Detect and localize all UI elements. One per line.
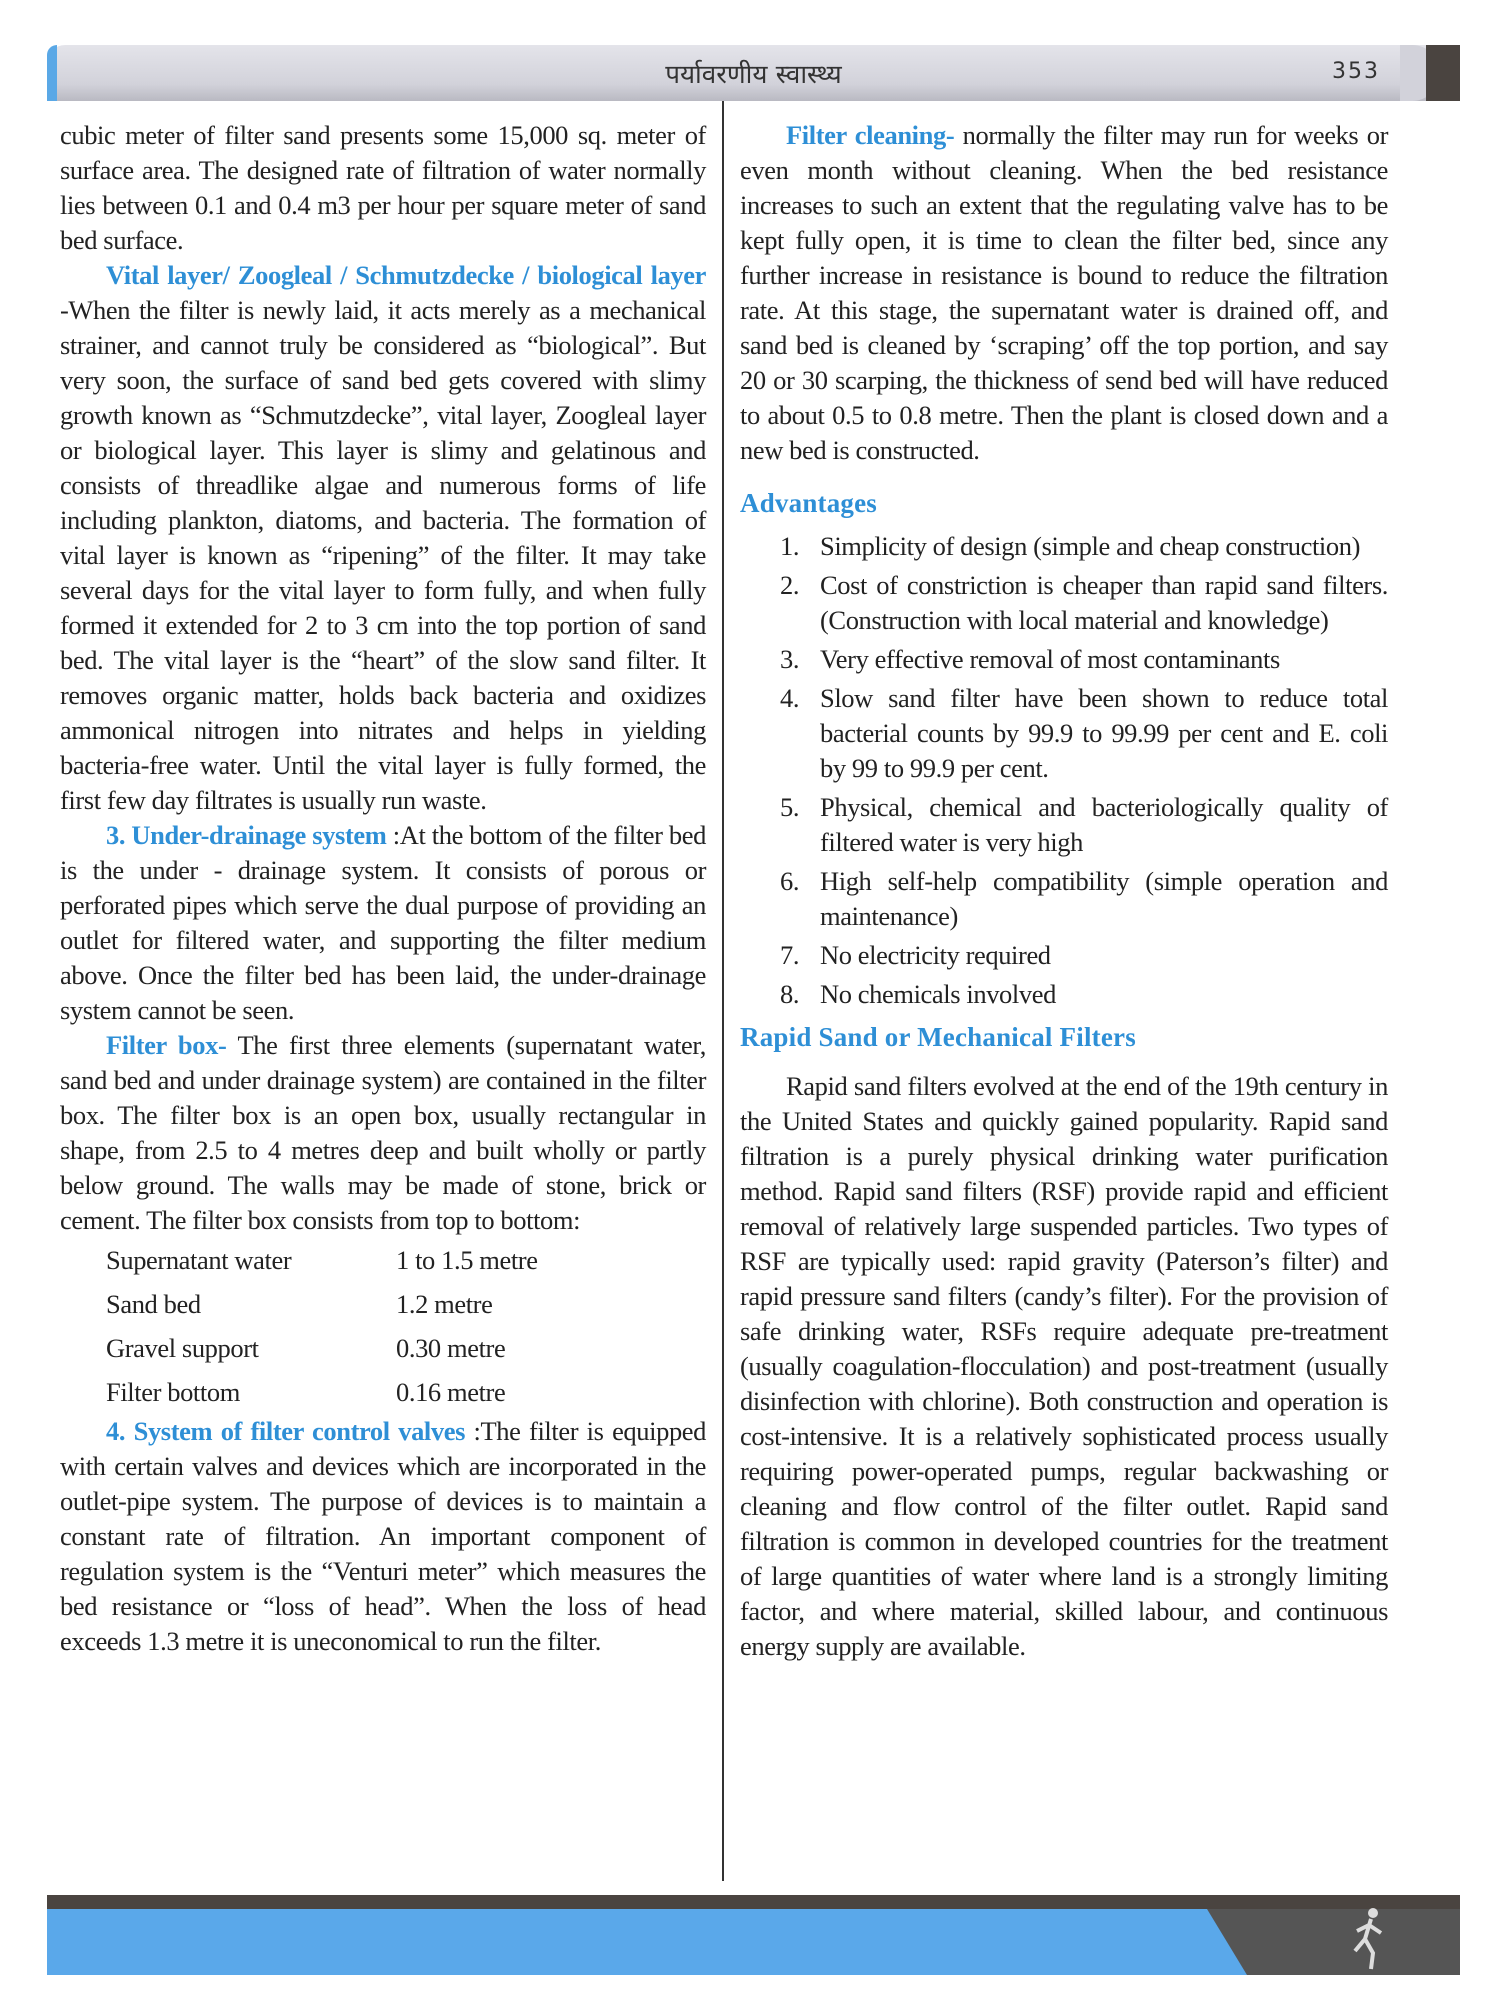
layer-value: 1.2 metre: [396, 1288, 493, 1319]
chapter-title: पर्यावरणीय स्वास्थ्य: [665, 60, 842, 90]
layer-value: 0.30 metre: [396, 1332, 506, 1363]
heading-rapid-sand-filters: Rapid Sand or Mechanical Filters: [740, 1022, 1136, 1052]
item-text: No electricity required: [820, 940, 1051, 970]
body-text: The first three elements (supernatant water, sand bed and under drainage system) are contained in the filter box. The filter box is an open box, usually rectangular in shape, from 2.5 to 4 metres deep and built wholly or partly below ground. The walls may be made of stone, brick or cement. The filter box consists from top to bottom:: [60, 1030, 706, 1235]
item-number: 1.: [780, 531, 800, 561]
item-number: 5.: [780, 792, 800, 822]
footer-band: [47, 1895, 1460, 1975]
page-number: 353: [1332, 59, 1380, 84]
body-text: :At the bottom of the filter bed is the under - drainage system. It consists of porous or perforated pipes which serve the dual purpose of providing an outlet for filtered water, and supporting the filter medium above. Once the filter bed has been laid, the under-drainage system cannot be seen.: [60, 820, 706, 1025]
advantages-list: [740, 529, 1388, 1012]
list-item: [740, 790, 1388, 860]
item-text: High self-help compatibility (simple operation and maintenance): [820, 866, 1388, 931]
list-item: [740, 681, 1388, 786]
item-text: No chemicals involved: [820, 979, 1056, 1009]
item-text: Cost of constriction is cheaper than rapid sand filters. (Construction with local material and knowledge): [820, 570, 1388, 635]
item-number: 2.: [780, 570, 800, 600]
layer-name: Filter bottom: [106, 1376, 240, 1407]
list-item: [740, 977, 1388, 1012]
list-item: [740, 864, 1388, 934]
left-column: [60, 118, 706, 1659]
layer-name: Sand bed: [106, 1288, 201, 1319]
heading-advantages: Advantages: [740, 488, 878, 518]
footer-dark-strip: [47, 1895, 1460, 1909]
paragraph-control-valves: [60, 1414, 706, 1659]
paragraph-vital-layer: [60, 258, 706, 818]
item-text: Simplicity of design (simple and cheap construction): [820, 531, 1360, 561]
body-text: :The filter is equipped with certain valves and devices which are incorporated in the outlet-pipe system. The purpose of devices is to maintain a constant rate of filtration. An important component of regulation system is the “Venturi meter” which measures the bed resistance or “loss of head”. When the loss of head exceeds 1.3 metre it is uneconomical to run the filter.: [60, 1416, 707, 1656]
runner-illustration-icon: [1337, 1903, 1397, 1973]
filter-layers-table: [106, 1238, 538, 1414]
item-number: 6.: [780, 866, 800, 896]
item-text: Slow sand filter have been shown to reduce total bacterial counts by 99.9 to 99.99 per cent and E. coli by 99 to 99.9 per cent.: [820, 683, 1388, 783]
heading-control-valves: 4. System of filter control valves: [106, 1416, 466, 1446]
running-header: [47, 45, 1460, 101]
item-number: 4.: [780, 683, 800, 713]
paragraph-under-drainage: [60, 818, 706, 1028]
footer-blue-strip: [47, 1909, 1247, 1975]
heading-filter-box: Filter box-: [106, 1030, 227, 1060]
item-number: 7.: [780, 940, 800, 970]
table-row: [106, 1282, 538, 1326]
paragraph-filter-box: [60, 1028, 706, 1238]
table-row: [106, 1326, 538, 1370]
heading-vital-layer: Vital layer/ Zoogleal / Schmutzdecke / biological layer: [106, 260, 706, 290]
list-item: [740, 568, 1388, 638]
layer-value: 0.16 metre: [396, 1376, 506, 1407]
heading-filter-cleaning: Filter cleaning-: [786, 120, 955, 150]
footer-grey-panel: [1207, 1909, 1460, 1975]
body-text: normally the filter may run for weeks or even month without cleaning. When the bed resistance increases to such an extent that the regulating valve has to be kept fully open, it is time to clean the filter bed, since any further increase in resistance is bound to reduce the filtration rate. At this stage, the supernatant water is drained off, and sand bed is cleaned by ‘scraping’ off the top portion, and say 20 or 30 scarping, the thickness of send bed will have reduced to about 0.5 to 0.8 metre. Then the plant is closed down and a new bed is constructed.: [740, 120, 1389, 465]
heading-under-drainage: 3. Under-drainage system: [106, 820, 387, 850]
list-item: [740, 938, 1388, 973]
list-item: [740, 642, 1388, 677]
layer-value: 1 to 1.5 metre: [396, 1244, 538, 1275]
right-column: [740, 118, 1388, 1664]
item-text: Very effective removal of most contaminants: [820, 644, 1280, 674]
item-number: 3.: [780, 644, 800, 674]
layer-name: Supernatant water: [106, 1244, 292, 1275]
body-text: -When the filter is newly laid, it acts merely as a mechanical strainer, and cannot truly be considered as “biological”. But very soon, the surface of sand bed gets covered with slimy growth known as “Schmutzdecke”, vital layer, Zoogleal layer or biological layer. This layer is slimy and gelatinous and consists of threadlike algae and numerous forms of life including plankton, diatoms, and bacteria. The formation of vital layer is known as “ripening” of the filter. It may take several days for the vital layer to form fully, and when fully formed it extended for 2 to 3 cm into the top portion of sand bed. The vital layer is the “heart” of the slow sand filter. It removes organic matter, holds back bacteria and oxidizes ammonical nitrogen into nitrates and helps in yielding bacteria-free water. Until the vital layer is fully formed, the first few day filtrates is usually run waste.: [60, 295, 706, 815]
table-row: [106, 1370, 538, 1414]
item-text: Physical, chemical and bacteriologically quality of filtered water is very high: [820, 792, 1388, 857]
layer-name: Gravel support: [106, 1332, 259, 1363]
paragraph-rapid-sand: Rapid sand filters evolved at the end of the 19th century in the United States and quickly gained popularity. Rapid sand filtration is a purely physical drinking water purification method. Rapid sand filters (RSF) provide rapid and efficient removal of relatively large suspended particles. Two types of RSF are typically used: rapid gravity (Paterson’s filter) and rapid pressure sand filters (candy’s filter). For the provision of safe drinking water, RSFs require adequate pre-treatment (usually coagulation-flocculation) and post-treatment (usually disinfection with chlorine). Both construction and operation is cost-intensive. It is a relatively sophisticated process usually requiring power-operated pumps, regular backwashing or cleaning and flow control of the filter outlet. Rapid sand filtration is common in developed countries for the treatment of large quantities of water where land is a strongly limiting factor, and where material, skilled labour, and continuous energy supply are available.: [740, 1071, 1388, 1661]
column-divider: [722, 101, 724, 1881]
paragraph: cubic meter of filter sand presents some 15,000 sq. meter of surface area. The designed rate of filtration of water normally lies between 0.1 and 0.4 m3 per hour per square meter of sand bed surface.: [60, 120, 706, 255]
table-row: [106, 1238, 538, 1282]
item-number: 8.: [780, 979, 800, 1009]
paragraph-filter-cleaning: [740, 118, 1388, 468]
list-item: [740, 529, 1388, 564]
